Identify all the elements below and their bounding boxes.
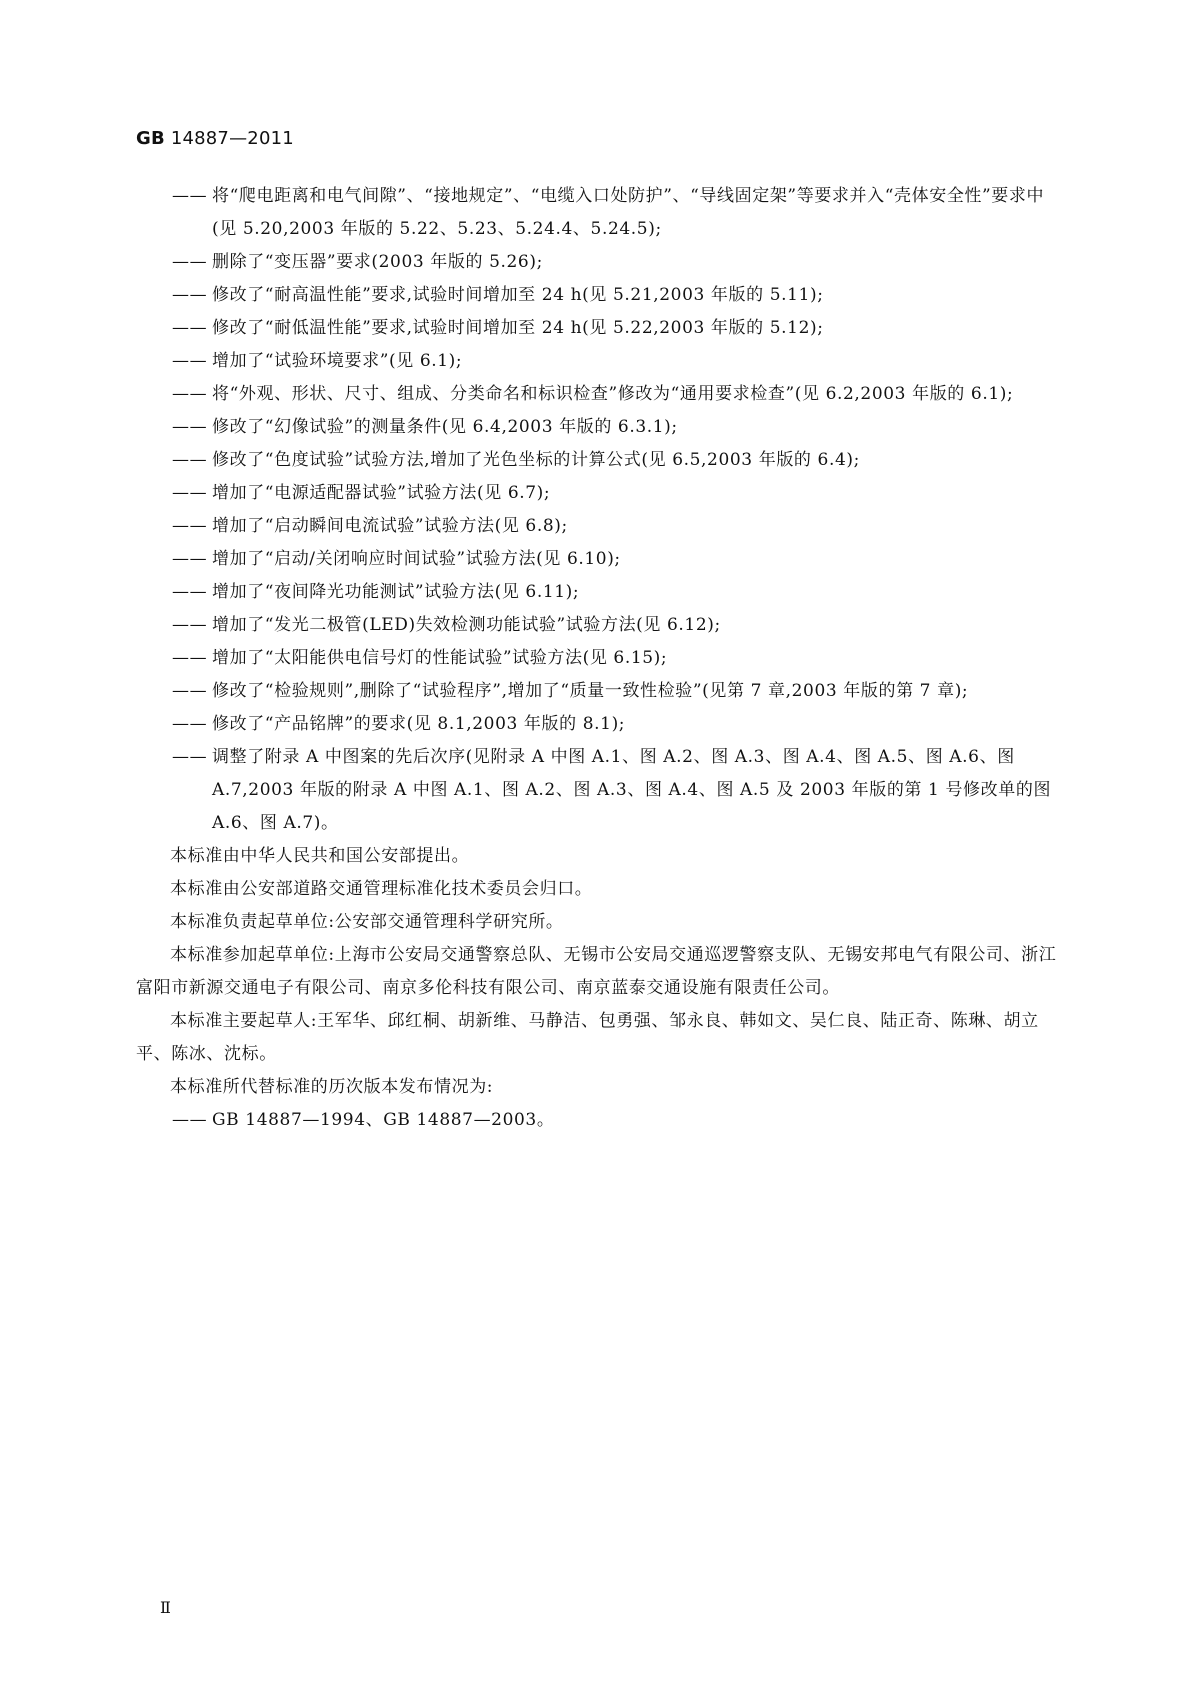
change-item-text: 调整了附录 A 中图案的先后次序(见附录 A 中图 A.1、图 A.2、图 A.3、图 A.4、图 A.5、图 A.6、图 A.7,2003 年版的附录 A 中图 A.1、图 A.2、图 A.3、图 A.4、图 A.5 及 2003 年版的第 1 号修改单的图 A.6、图 A.7)。 <box>212 747 1052 833</box>
paragraph: 本标准由公安部道路交通管理标准化技术委员会归口。 <box>170 879 593 899</box>
dash-mark: —— <box>172 516 208 536</box>
dash-mark: —— <box>172 681 208 701</box>
change-item <box>172 708 1057 741</box>
change-item-text: 修改了“幻像试验”的测量条件(见 6.4,2003 年版的 6.3.1); <box>212 417 678 437</box>
change-item-text: 删除了“变压器”要求(2003 年版的 5.26); <box>212 252 543 272</box>
page-number: Ⅱ <box>160 1598 171 1617</box>
dash-mark: —— <box>172 417 208 437</box>
dash-mark: —— <box>172 615 208 635</box>
document-header <box>136 128 294 149</box>
change-item-text: 增加了“太阳能供电信号灯的性能试验”试验方法(见 6.15); <box>212 648 668 668</box>
version-history-text: GB 14887—1994、GB 14887—2003。 <box>212 1110 555 1130</box>
change-item-text: 增加了“电源适配器试验”试验方法(见 6.7); <box>212 483 551 503</box>
dash-mark: —— <box>172 483 208 503</box>
change-item-text: 增加了“启动瞬间电流试验”试验方法(见 6.8); <box>212 516 568 536</box>
dash-mark: —— <box>172 549 208 569</box>
change-item <box>172 444 1057 477</box>
change-item-text: 增加了“启动/关闭响应时间试验”试验方法(见 6.10); <box>212 549 621 569</box>
dash-mark: —— <box>172 318 208 338</box>
change-item-text: 修改了“耐低温性能”要求,试验时间增加至 24 h(见 5.22,2003 年版的 5.12); <box>212 318 824 338</box>
change-item <box>172 477 1057 510</box>
change-item <box>172 576 1057 609</box>
paragraph: 本标准所代替标准的历次版本发布情况为: <box>170 1077 494 1097</box>
paragraph: 本标准参加起草单位:上海市公安局交通警察总队、无锡市公安局交通巡逻警察支队、无锡安邦电气有限公司、浙江富阳市新源交通电子有限公司、南京多伦科技有限公司、南京蓝泰交通设施有限责任公司。 <box>136 945 1057 998</box>
dash-mark: —— <box>172 582 208 602</box>
change-item-text: 修改了“耐高温性能”要求,试验时间增加至 24 h(见 5.21,2003 年版的 5.11); <box>212 285 824 305</box>
change-item <box>172 741 1057 840</box>
version-history-item <box>172 1104 1057 1137</box>
paragraph: 本标准负责起草单位:公安部交通管理科学研究所。 <box>170 912 564 932</box>
paragraph: 本标准主要起草人:王军华、邱红桐、胡新维、马静洁、包勇强、邹永良、韩如文、吴仁良、陆正奇、陈琳、胡立平、陈冰、沈标。 <box>136 1011 1039 1064</box>
dash-mark: —— <box>172 747 208 767</box>
paragraph: 本标准由中华人民共和国公安部提出。 <box>170 846 470 866</box>
dash-mark: —— <box>172 648 208 668</box>
document-body <box>136 180 1057 1137</box>
change-item-text: 修改了“检验规则”,删除了“试验程序”,增加了“质量一致性检验”(见第 7 章,2003 年版的第 7 章); <box>212 681 969 701</box>
dash-mark: —— <box>172 384 208 404</box>
change-item <box>172 411 1057 444</box>
change-item-text: 修改了“产品铭牌”的要求(见 8.1,2003 年版的 8.1); <box>212 714 626 734</box>
change-item <box>172 543 1057 576</box>
change-item <box>172 246 1057 279</box>
change-item-text: 修改了“色度试验”试验方法,增加了光色坐标的计算公式(见 6.5,2003 年版的 6.4); <box>212 450 860 470</box>
dash-mark: —— <box>172 450 208 470</box>
standard-number: 14887—2011 <box>170 128 294 149</box>
standard-prefix: GB <box>136 128 165 149</box>
change-item <box>172 180 1057 246</box>
dash-mark: —— <box>172 714 208 734</box>
change-item <box>172 675 1057 708</box>
dash-mark: —— <box>172 1110 208 1130</box>
change-item-text: 增加了“发光二极管(LED)失效检测功能试验”试验方法(见 6.12); <box>212 615 721 635</box>
change-item <box>172 378 1057 411</box>
dash-mark: —— <box>172 351 208 371</box>
change-item-text: 增加了“试验环境要求”(见 6.1); <box>212 351 463 371</box>
change-item <box>172 345 1057 378</box>
dash-mark: —— <box>172 252 208 272</box>
change-item <box>172 642 1057 675</box>
change-item-text: 将“外观、形状、尺寸、组成、分类命名和标识检查”修改为“通用要求检查”(见 6.2,2003 年版的 6.1); <box>212 384 1014 404</box>
change-item <box>172 510 1057 543</box>
dash-mark: —— <box>172 186 208 206</box>
dash-mark: —— <box>172 285 208 305</box>
change-item-text: 将“爬电距离和电气间隙”、“接地规定”、“电缆入口处防护”、“导线固定架”等要求并入“壳体安全性”要求中(见 5.20,2003 年版的 5.22、5.23、5.24.4、5.24.5); <box>212 186 1045 239</box>
change-item <box>172 609 1057 642</box>
change-item-text: 增加了“夜间降光功能测试”试验方法(见 6.11); <box>212 582 580 602</box>
change-item <box>172 312 1057 345</box>
change-item <box>172 279 1057 312</box>
